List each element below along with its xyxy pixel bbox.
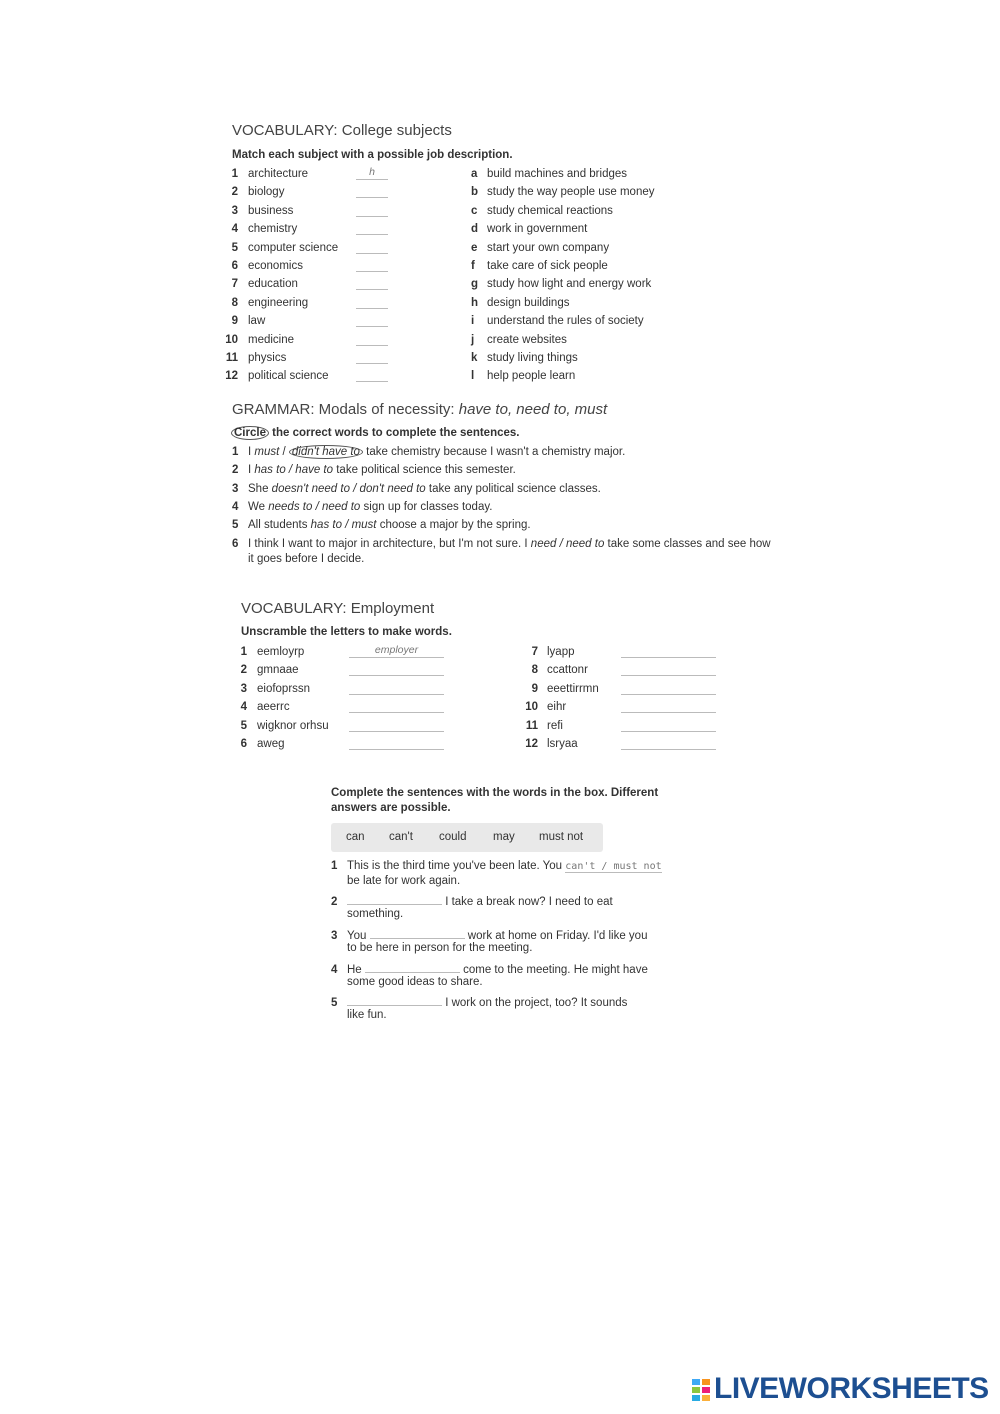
- word-can: can: [346, 831, 365, 843]
- description-row: [471, 368, 691, 384]
- logo-icon: [692, 1379, 710, 1401]
- unscramble-row: [233, 699, 433, 715]
- answer-blank[interactable]: [356, 240, 388, 254]
- sentence-number: 1: [331, 860, 338, 872]
- word-may: may: [493, 831, 515, 843]
- subject-row: [224, 295, 404, 311]
- sentence-text: take some classes and see how: [604, 538, 771, 550]
- subject-number: 9: [231, 315, 238, 328]
- description-letter: l: [471, 370, 475, 383]
- item-number: 10: [525, 701, 538, 714]
- options[interactable]: need / need to: [530, 538, 605, 550]
- grammar-sentence-3: [232, 482, 601, 497]
- answer-field[interactable]: [347, 993, 442, 1006]
- subject-word: medicine: [248, 333, 295, 346]
- subject-row: [224, 276, 404, 292]
- answer-blank[interactable]: [349, 718, 444, 732]
- word-must-not: must not: [539, 831, 584, 843]
- option-separator: /: [279, 446, 289, 458]
- options[interactable]: has to / must: [310, 519, 377, 531]
- subject-number: 8: [231, 296, 238, 309]
- item-number: 6: [240, 738, 247, 750]
- item-number: 9: [531, 682, 538, 695]
- subject-row: [224, 258, 404, 274]
- subject-number: 1: [231, 168, 238, 180]
- complete-sentence-4-cont: some good ideas to share.: [347, 976, 483, 988]
- description-letter: b: [471, 186, 479, 199]
- description-row: [471, 221, 691, 237]
- grammar-sentence-6: [232, 537, 771, 552]
- complete-sentence-3-cont: to be here in person for the meeting.: [347, 942, 533, 954]
- description-row: [471, 313, 691, 329]
- description-text: design buildings: [487, 296, 570, 309]
- subject-number: 6: [231, 260, 238, 272]
- grammar-sentence-5: [232, 518, 531, 533]
- section-title-employment: VOCABULARY: Employment: [241, 600, 435, 617]
- subject-number: 2: [231, 186, 238, 199]
- description-text: study the way people use money: [487, 186, 655, 199]
- sentence-text: I: [248, 464, 255, 476]
- answer-blank[interactable]: [356, 203, 388, 217]
- sentence-text: take political science this semester.: [333, 464, 516, 476]
- options[interactable]: has to / have to: [254, 464, 334, 476]
- grammar-sentence-6-cont: it goes before I decide.: [248, 553, 365, 565]
- description-row: [471, 258, 691, 274]
- subject-word: engineering: [248, 296, 309, 309]
- section-title-grammar: [232, 401, 607, 418]
- sentence-text: I: [248, 446, 255, 458]
- answer-blank[interactable]: [621, 718, 716, 732]
- complete-sentence-1: [331, 859, 662, 874]
- item-number: 7: [531, 646, 538, 658]
- description-row: [471, 295, 691, 311]
- complete-sentence-2-cont: something.: [347, 908, 404, 920]
- description-letter: k: [471, 352, 478, 364]
- subject-word: biology: [248, 186, 285, 199]
- subject-row: [224, 332, 404, 348]
- answer-blank[interactable]: [621, 681, 716, 695]
- options[interactable]: needs to / need to: [268, 501, 361, 513]
- description-letter: h: [471, 296, 479, 309]
- instruction-complete-line2: answers are possible.: [331, 802, 451, 814]
- sentence-number: 1: [232, 446, 239, 458]
- options[interactable]: doesn't need to / don't need to: [271, 483, 426, 495]
- logo-text: LIVEWORKSHEETS: [714, 1372, 989, 1405]
- answer-field[interactable]: [370, 926, 465, 939]
- subject-number: 3: [231, 204, 238, 217]
- item-number: 5: [240, 719, 247, 732]
- description-row: [471, 166, 691, 182]
- option-must[interactable]: must: [254, 446, 280, 458]
- answer-blank[interactable]: [356, 368, 388, 382]
- item-number: 1: [240, 646, 247, 658]
- description-text: help people learn: [487, 370, 576, 383]
- answer-blank[interactable]: [349, 699, 444, 713]
- sentence-number: 3: [331, 930, 338, 942]
- scrambled-word: eiofoprssn: [257, 682, 311, 695]
- scrambled-word: gmnaae: [257, 664, 299, 677]
- answer-blank[interactable]: [621, 662, 716, 676]
- answer-blank[interactable]: [349, 681, 444, 695]
- description-text: start your own company: [487, 241, 610, 254]
- description-text: work in government: [487, 223, 588, 236]
- subject-row: [224, 221, 404, 237]
- unscramble-row: [233, 718, 433, 734]
- sentence-number: 4: [232, 501, 239, 513]
- answer-blank[interactable]: [356, 332, 388, 346]
- answer-blank[interactable]: [356, 258, 388, 272]
- sentence-text: I think I want to major in architecture, but I'm not sure. I: [248, 538, 531, 550]
- grammar-sentence-1: [232, 445, 625, 460]
- description-text: understand the rules of society: [487, 315, 644, 328]
- sentence-text: take any political science classes.: [425, 483, 601, 495]
- scrambled-word: aeerrc: [257, 701, 290, 714]
- answer-blank[interactable]: [356, 350, 388, 364]
- complete-sentence-5-cont: like fun.: [347, 1009, 387, 1021]
- description-letter: j: [471, 333, 475, 346]
- description-text: study how light and energy work: [487, 278, 652, 291]
- subject-row: [224, 203, 404, 219]
- subject-word: physics: [248, 352, 287, 364]
- scrambled-word: lsryaa: [547, 738, 578, 750]
- subject-row: [224, 350, 404, 366]
- subject-word: political science: [248, 370, 329, 383]
- grammar-sentence-4: [232, 500, 492, 515]
- subject-row: [224, 368, 404, 384]
- grammar-title-italic: have to, need to, must: [458, 401, 608, 418]
- scrambled-word: eihr: [547, 701, 567, 714]
- instruction-complete-line1: Complete the sentences with the words in the box. Different: [331, 787, 659, 799]
- sentence-number: 2: [232, 464, 239, 476]
- unscramble-row: [524, 662, 724, 678]
- answer-blank[interactable]: [349, 662, 444, 676]
- subject-word: economics: [248, 260, 303, 272]
- sentence-text: You: [347, 930, 370, 942]
- sentence-text: All students: [248, 519, 311, 531]
- grammar-sentence-2: [232, 463, 516, 478]
- answer-blank[interactable]: [356, 295, 388, 309]
- answer-blank[interactable]: [621, 644, 716, 658]
- instruction-circle: [231, 427, 519, 439]
- scrambled-word: lyapp: [547, 646, 575, 658]
- description-text: take care of sick people: [487, 260, 608, 272]
- unscramble-row: [233, 736, 433, 752]
- answer-blank[interactable]: employer: [349, 644, 444, 658]
- instruction-match: Match each subject with a possible job description.: [232, 149, 513, 161]
- description-row: [471, 240, 691, 256]
- unscramble-row: [524, 699, 724, 715]
- answer-blank[interactable]: h: [356, 166, 388, 180]
- subject-number: 5: [231, 241, 238, 254]
- sentence-text: work at home on Friday. I'd like you: [464, 930, 648, 942]
- sentence-text: take chemistry because I wasn't a chemistry major.: [362, 446, 626, 458]
- answer-blank[interactable]: [621, 699, 716, 713]
- answer-field[interactable]: [347, 892, 442, 905]
- item-number: 3: [240, 682, 247, 695]
- sentence-text: I work on the project, too? It sounds: [442, 997, 628, 1009]
- subject-number: 11: [225, 352, 238, 364]
- sentence-number: 5: [331, 997, 338, 1009]
- answer-blank[interactable]: [349, 736, 444, 750]
- answer-blank[interactable]: [356, 184, 388, 198]
- scrambled-word: aweg: [257, 738, 285, 750]
- description-row: [471, 184, 691, 200]
- description-letter: a: [471, 168, 478, 180]
- subject-word: law: [248, 315, 266, 328]
- subject-row: [224, 240, 404, 256]
- sentence-text: sign up for classes today.: [360, 501, 493, 513]
- instruction-unscramble: Unscramble the letters to make words.: [241, 626, 452, 638]
- description-text: build machines and bridges: [487, 168, 628, 180]
- subject-number: 4: [231, 223, 238, 236]
- sentence-number: 2: [331, 896, 338, 908]
- unscramble-row: [524, 681, 724, 697]
- description-letter: e: [471, 241, 478, 254]
- option-didnt-have-to[interactable]: didn't have to: [289, 445, 363, 459]
- subject-word: chemistry: [248, 223, 298, 236]
- subject-word: computer science: [248, 241, 339, 254]
- sentence-text: This is the third time you've been late. You: [347, 860, 566, 872]
- sentence-text: choose a major by the spring.: [376, 519, 531, 531]
- word-box: [331, 823, 603, 852]
- answer-blank[interactable]: [621, 736, 716, 750]
- sentence-text: He: [347, 964, 365, 976]
- sentence-text: We: [248, 501, 269, 513]
- description-row: [471, 276, 691, 292]
- description-text: study chemical reactions: [487, 204, 613, 217]
- subject-number: 7: [231, 278, 238, 291]
- sentence-text: She: [248, 483, 272, 495]
- item-number: 12: [525, 738, 538, 750]
- subject-number: 12: [225, 370, 238, 383]
- complete-sentence-1-cont: be late for work again.: [347, 875, 461, 887]
- answer-field[interactable]: [365, 960, 460, 973]
- description-letter: c: [471, 204, 478, 217]
- unscramble-row: [524, 736, 724, 752]
- description-row: [471, 332, 691, 348]
- sentence-number: 5: [232, 519, 239, 531]
- description-letter: d: [471, 223, 479, 236]
- section-title-college-subjects: VOCABULARY: College subjects: [232, 122, 452, 139]
- item-number: 4: [240, 701, 247, 714]
- instruction-circle-rest: the correct words to complete the sentences.: [268, 427, 520, 439]
- unscramble-row: [233, 681, 433, 697]
- circle-word: Circle: [231, 426, 269, 440]
- unscramble-row: [233, 644, 433, 660]
- description-row: [471, 203, 691, 219]
- item-number: 2: [240, 664, 247, 677]
- scrambled-word: eeettirrmn: [547, 682, 599, 695]
- subject-word: business: [248, 204, 294, 217]
- word-cant: can't: [389, 831, 413, 843]
- scrambled-word: eemloyrp: [257, 646, 305, 658]
- description-letter: i: [471, 315, 475, 328]
- item-number: 8: [531, 664, 538, 677]
- sentence-number: 6: [232, 538, 239, 550]
- description-letter: f: [471, 260, 475, 272]
- answer-blank[interactable]: [356, 221, 388, 235]
- subject-word: education: [248, 278, 298, 291]
- subject-row: [224, 184, 404, 200]
- description-text: create websites: [487, 333, 567, 346]
- sentence-number: 4: [331, 964, 338, 976]
- description-text: study living things: [487, 352, 578, 364]
- scrambled-word: refi: [547, 719, 563, 732]
- unscramble-row: [524, 718, 724, 734]
- subject-word: architecture: [248, 168, 309, 180]
- grammar-title-main: GRAMMAR: Modals of necessity:: [232, 401, 459, 418]
- description-letter: g: [471, 278, 479, 291]
- answer-blank[interactable]: [356, 276, 388, 290]
- description-row: [471, 350, 691, 366]
- item-number: 11: [525, 719, 538, 732]
- subject-row: [224, 166, 404, 182]
- answer-field[interactable]: can't / must not: [565, 861, 662, 872]
- sentence-text: I take a break now? I need to eat: [442, 896, 613, 908]
- scrambled-word: wigknor orhsu: [257, 719, 329, 732]
- subject-number: 10: [225, 333, 238, 346]
- unscramble-row: [524, 644, 724, 660]
- sentence-number: 3: [232, 483, 239, 495]
- sentence-text: come to the meeting. He might have: [459, 964, 648, 976]
- subject-row: [224, 313, 404, 329]
- answer-blank[interactable]: [356, 313, 388, 327]
- scrambled-word: ccattonr: [547, 664, 588, 677]
- word-could: could: [439, 831, 467, 843]
- unscramble-row: [233, 662, 433, 678]
